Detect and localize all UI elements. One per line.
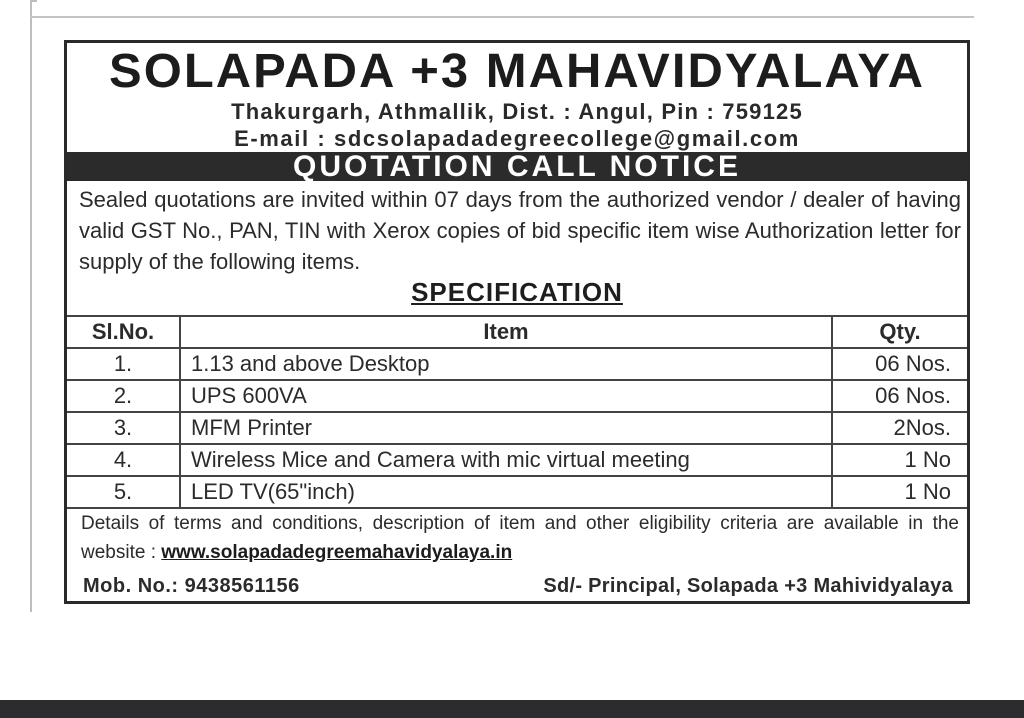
table-row xyxy=(67,412,967,444)
table-row xyxy=(67,380,967,412)
college-email: E-mail : sdcsolapadadegreecollege@gmail.com xyxy=(234,126,800,151)
row-item: Wireless Mice and Camera with mic virtual meeting xyxy=(180,444,832,476)
row-qty: 1 No xyxy=(832,476,967,508)
header-qty: Qty. xyxy=(832,316,967,348)
college-name: SOLAPADA +3 MAHAVIDYALAYA xyxy=(109,45,925,98)
table-row xyxy=(67,348,967,380)
mobile-number: Mob. No.: 9438561156 xyxy=(83,575,300,597)
row-qty: 06 Nos. xyxy=(832,348,967,380)
page-frame-left xyxy=(30,0,32,612)
website-link[interactable]: www.solapadadegreemahavidyalaya.in xyxy=(161,542,513,563)
header-item: Item xyxy=(180,316,832,348)
items-table xyxy=(67,315,967,509)
row-item: MFM Printer xyxy=(180,412,832,444)
specification-heading: SPECIFICATION xyxy=(411,277,623,307)
table-header-row xyxy=(67,316,967,348)
quotation-notice xyxy=(64,40,970,604)
bottom-bar xyxy=(0,700,1024,718)
row-sl-no: 5. xyxy=(67,476,180,508)
terms-paragraph xyxy=(81,509,959,567)
row-item: LED TV(65"inch) xyxy=(180,476,832,508)
row-item: 1.13 and above Desktop xyxy=(180,348,832,380)
row-sl-no: 4. xyxy=(67,444,180,476)
row-sl-no: 2. xyxy=(67,380,180,412)
row-qty: 2Nos. xyxy=(832,412,967,444)
page-frame-corner xyxy=(30,0,37,2)
header-sl-no: Sl.No. xyxy=(67,316,180,348)
row-qty: 06 Nos. xyxy=(832,380,967,412)
row-sl-no: 3. xyxy=(67,412,180,444)
row-sl-no: 1. xyxy=(67,348,180,380)
college-address: Thakurgarh, Athmallik, Dist. : Angul, Pin : 759125 xyxy=(231,99,803,124)
signatory: Sd/- Principal, Solapada +3 Mahividyalaya xyxy=(543,575,953,597)
table-row xyxy=(67,444,967,476)
intro-paragraph: Sealed quotations are invited within 07 days from the authorized vendor / dealer of having valid GST No., PAN, TIN with Xerox copies of bid specific item wise Authorization letter for supply of the following items. xyxy=(79,187,961,274)
page-frame-line xyxy=(30,16,974,18)
terms-text: Details of terms and conditions, description of item and other eligibility criteria are available in the website : xyxy=(81,513,959,563)
table-row xyxy=(67,476,967,508)
row-qty: 1 No xyxy=(832,444,967,476)
notice-title: QUOTATION CALL NOTICE xyxy=(67,152,967,181)
row-item: UPS 600VA xyxy=(180,380,832,412)
